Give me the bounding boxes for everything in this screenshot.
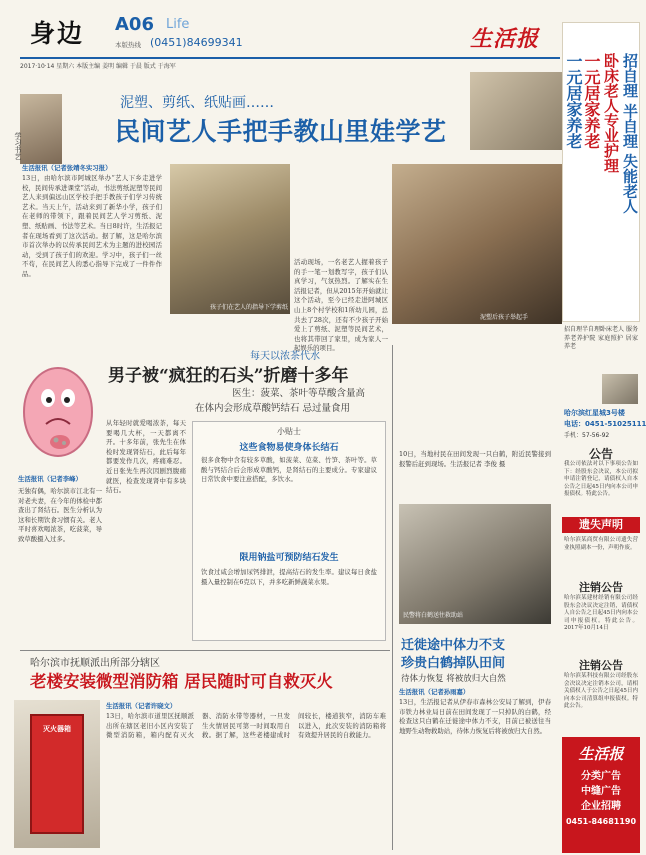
tip-box-body1: 很多食物中含有较多草酸，如菠菜、苋菜、竹笋、茶叶等。草酸与钙结合后会形成草酸钙，是肾结石的主要成分。专家建议日常饮食中要注意搭配，多饮水。 — [201, 456, 377, 484]
story3-body: 13日，哈尔滨市道里区抚顺派出所在辖区老旧小区内安装了微型消防箱，箱内配有灭火器、消防水带等器材，一旦发生火情居民可第一时间取用自救。据了解，这些老楼建成时间较长，楼道狭窄，消防车难以进入，此次安装的消防箱将有效提升居民的自救能力。 — [106, 712, 386, 740]
story2-sub1: 医生：菠菜、茶叶等草酸含量高 — [232, 388, 366, 399]
ad-description: 招自理半自理卧床老人 服务养老养护院 家庭照护 居家养老 — [564, 326, 638, 350]
classified-brand: 生活报 — [578, 745, 624, 763]
ad-cell: 手机：57-56-92 — [564, 432, 610, 439]
story2-body-right: 无独有偶，哈尔滨市江北有一对老夫妻，在今年的体检中都查出了肾结石。医生分析认为这和长期饮食习惯有关。老人平时喜欢喝浓茶，吃菠菜，导致草酸摄入过多。 — [18, 487, 102, 543]
masthead-logo: 生活报 — [470, 26, 540, 52]
story3-byline: 生活报讯（记者许晓文） — [106, 702, 177, 710]
tip-box-heading2: 限用钠盐可预防结石发生 — [239, 553, 339, 563]
story4-headline: 迁徙途中体力不支 — [401, 638, 506, 653]
page-number: A06 — [115, 14, 154, 35]
story1-kicker: 泥塑、剪纸、纸贴画…… — [120, 95, 274, 111]
fire-box-cabinet — [30, 714, 84, 834]
stone-mascot-illustration — [12, 350, 104, 470]
notice2-body: 哈尔滨某商贸有限公司遗失营业执照副本一份，声明作废。 — [564, 537, 638, 551]
story1-headline: 民间艺人手把手教山里娃学艺 — [115, 117, 447, 146]
ad-address: 哈尔滨红星城3号楼 — [564, 409, 625, 417]
story2-byline: 生活报讯（记者李峰） — [18, 475, 82, 483]
ad-col-2: 一元居家养老 — [582, 53, 601, 149]
story-crane — [395, 450, 555, 850]
notices — [562, 445, 640, 855]
page-sub: Life — [166, 17, 190, 32]
ad-photo — [602, 374, 638, 404]
dateline: 2017·10·14 星期六 本版主编 姜明 编辑 于晨 版式 于海军 — [20, 63, 176, 70]
top-right-photo — [470, 72, 562, 150]
notice3-body: 哈尔滨某建材经销有限公司经股东会决议决定注销，请债权人自公告之日起45日内向本公司申报债权。特此公告。2017年10月14日 — [564, 595, 638, 631]
ad-col-4: 招自理 半自理 失能老人 — [621, 53, 639, 214]
story-fire-box — [10, 652, 400, 852]
fire-box-label: 灭火器箱 — [43, 725, 71, 733]
story1-photo-left-caption: 孩子们在艺人的指导下学剪纸 — [210, 304, 289, 311]
ad-banner — [562, 22, 640, 322]
story4-sub: 待体力恢复 将被放归大自然 — [401, 674, 506, 684]
hotline-number: (0451)84699341 — [150, 36, 243, 49]
divider-vertical — [392, 345, 393, 850]
story3-kicker: 哈尔滨市抚顺派出所部分辖区 — [30, 658, 160, 669]
story2-sub2: 在体内会形成草酸钙结石 忌过量食用 — [195, 403, 351, 414]
story4-byline: 生活报讯（记者孙雨嘉） — [399, 688, 470, 696]
story3-headline: 老楼安装微型消防箱 居民随时可自救灭火 — [30, 672, 333, 691]
notice3-title: 注销公告 — [579, 581, 623, 594]
side-label: 学习书艺 — [14, 132, 22, 160]
classified-line-1: 分类广告 — [581, 771, 621, 782]
classified-phone: 0451-84681190 — [565, 817, 637, 826]
tip-box-body2: 饮食过咸会增加尿钙排泄，提高结石的发生率。建议每日食盐摄入量控制在6克以下，并多吃新鲜蔬菜水果。 — [201, 568, 377, 586]
classified-box — [562, 737, 640, 853]
ad-col-1: 一元居家养老 — [564, 53, 583, 149]
story-stones — [10, 345, 390, 650]
classified-line-3: 企业招聘 — [581, 801, 621, 812]
story1-photo-right — [392, 164, 562, 324]
story1-photo-left — [170, 164, 290, 314]
divider-mid — [20, 650, 390, 651]
hotline-label: 本版热线 — [115, 41, 141, 49]
right-ad — [562, 22, 646, 442]
ad-phone: 电话：0451-51025111 — [564, 420, 646, 428]
classified-line-2: 中缝广告 — [581, 786, 621, 797]
story1-body-left: 13日，由哈尔滨市阿城区举办“艺人下乡走进学校，民间传承进课堂”活动，书法剪纸泥塑等民间艺人来到偏远山区学校手把手教孩子们学习传统艺术。当天上午，活动来到了新华小学，孩子们在老师的带领下，跟着民间艺人学习剪纸、泥塑、纸贴画、书法等艺术。当日8时许，生活报记者在现场看到了这次活动。据了解，这是哈尔滨市首次举办的以传承民间艺术为主题的进校园活动，受到了孩子们的欢迎。学习中，孩子们一丝不苟，在民间艺人的悉心指导下完成了一件件作品。 — [22, 174, 162, 278]
crane-photo-caption: 民警将白鹤送往救助站 — [403, 612, 464, 619]
crane-photo — [399, 504, 551, 624]
story4-body: 13日，生活报记者从伊春市森林公安局了解到，伊春市铁力林业局日前在田间发现了一只掉队的白鹤，经检查这只白鹤在迁徙途中体力不支，目前已被送往当地野生动物救助站，待体力恢复后将被放归大自然。 — [399, 698, 551, 735]
story2-body-left: 从年轻时就爱喝浓茶，每天要喝几大杯，一天都离不开。十多年前，张先生在体检时发现肾结石，此后每年都要发作几次，疼痛难忍。近日张先生再次因剧烈腹痛就医，检查发现肾中有多块结石。 — [106, 419, 186, 495]
story2-headline: 男子被“疯狂的石头”折磨十多年 — [108, 366, 349, 386]
section-title: 身边 — [30, 19, 85, 48]
ad-col-3: 卧床老人专业护理 — [602, 53, 620, 173]
page-header — [0, 0, 640, 70]
notice1-title: 公告 — [588, 447, 613, 461]
story1-byline: 生活报讯（记者张靖冬实习报） — [22, 164, 112, 172]
notice4-title: 注销公告 — [579, 659, 623, 672]
fire-box-photo — [14, 700, 100, 848]
notice4-body: 哈尔滨某科技有限公司经股东会决议决定注销本公司，请相关债权人于公告之日起45日内向本公司清算组申报债权。特此公告。 — [564, 673, 638, 709]
notice2-title: 遗失声明 — [562, 517, 640, 533]
tip-box-heading1: 这些食物易使身体长结石 — [239, 443, 339, 453]
tip-box-title: 小贴士 — [277, 427, 301, 436]
story4-headline2: 珍贵白鹤掉队田间 — [401, 656, 506, 671]
tip-box — [192, 421, 386, 641]
story-artisans — [10, 72, 562, 353]
story1-body-right: 活动现场，一名老艺人握着孩子的手一笔一划教写字，孩子们认真学习，气氛热烈。了解实在生活报记者，但从2015年开始就让这个活动，至今已经走进阿城区山上8个村学校和1所幼儿园，总共去了28次，还有不少孩子开始爱上了剪纸、泥塑等民间艺术，也将其带回了家里，成为家人一起娱乐的项目。 — [294, 258, 388, 353]
story4-side-caption: 10日，当地村民在田间发现一只白鹤，附近民警接到报警后赶到现场。生活报记者 李俊 摄 — [399, 450, 551, 468]
top-left-photo — [20, 94, 62, 164]
notice1-body: 我公司依法对以下事项公告如下：经股东会决议，本公司拟申请注销登记，请债权人自本公告之日起45日内向本公司申报债权。特此公告。 — [564, 461, 638, 497]
story2-kicker: 每天以浓茶代水 — [250, 351, 320, 362]
header-rule — [20, 57, 560, 59]
story1-photo-right-caption: 泥塑后孩子举起手 — [480, 314, 529, 321]
